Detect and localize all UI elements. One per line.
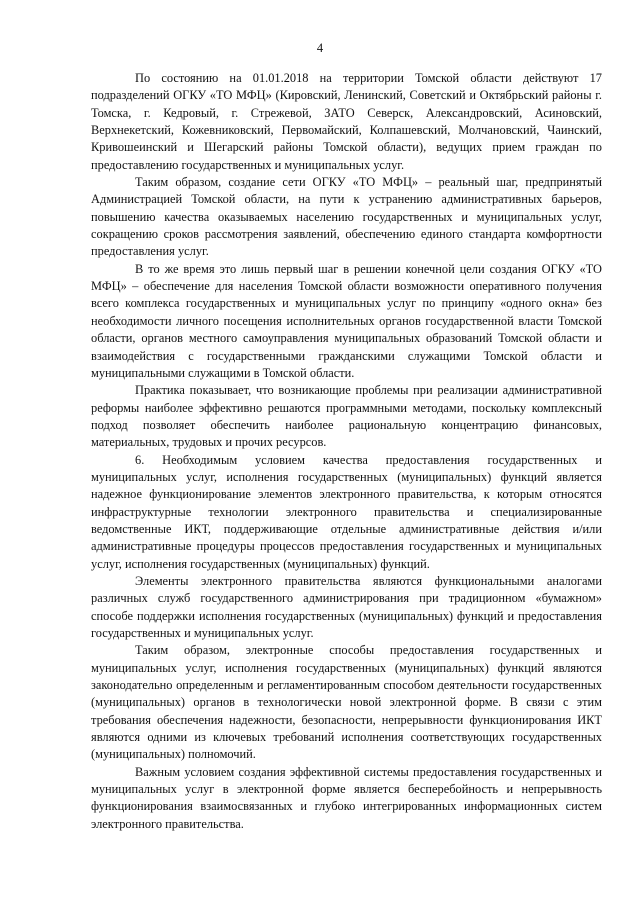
paragraph-mfc-network: Таким образом, создание сети ОГКУ «ТО МФЦ» – реальный шаг, предпринятый Администрацией Томской области, на пути к устранению административных барьеров, повышению качества оказываемых населению государственных и муниципальных услуг, сокращению сроков рассмотрения заявлений, обеспечению единого стандарта комфортности предоставления услуг. [91, 175, 602, 259]
paragraph-e-gov-elements: Элементы электронного правительства являются функциональными аналогами различных служб государственного администрирования при традиционном «бумажном» способе поддержки исполнения государственных (муниципальных) функций и предоставления государственных и муниципальных услуг. [91, 573, 602, 640]
paragraph-item-6: 6. Необходимым условием качества предоставления государственных и муниципальных услуг, исполнения государственных (муниципальных) функций является надежное функционирование элементов электронного правительства, к которым относятся инфраструктурные технологии электронного правительства и специализированные ведомственные ИКТ, поддерживающие отдельные административные действия и/или административные процедуры процессов предоставления государственных и муниципальных услуг, исполнения государственных (муниципальных) функций. [91, 452, 602, 571]
paragraph-electronic-methods: Таким образом, электронные способы предоставления государственных и муниципальных услуг, исполнения государственных (муниципальных) функций являются законодательно определенным и регламентированным способом деятельности государственных (муниципальных) органов в технологически новой электронной форме. В связи с этим требования обеспечения надежности, безопасности, непрерывности функционирования ИКТ являются одними из ключевых требований исполнения соответствующих государственных (муниципальных) полномочий. [91, 643, 602, 762]
paragraph-first-step: В то же время это лишь первый шаг в решении конечной цели создания ОГКУ «ТО МФЦ» – обеспечение для населения Томской области возможности оперативного получения всего комплекса государственных и муниципальных услуг по принципу «одного окна» без необходимости личного посещения исполнительных органов государственной власти Томской области, органов местного самоуправления муниципальных образований Томской области и взаимодействия с государственными гражданскими служащими Томской области и муниципальными служащими в Томской области. [91, 261, 602, 380]
paragraph-important-condition: Важным условием создания эффективной системы предоставления государственных и муниципальных услуг в электронной форме является бесперебойность и непрерывность функционирования взаимосвязанных и глубоко интегрированных информационных систем электронного правительства. [91, 764, 602, 831]
page-number: 4 [316, 41, 324, 55]
paragraph-practice: Практика показывает, что возникающие проблемы при реализации административной реформы наиболее эффективно решаются программными методами, поскольку комплексный подход позволяет обеспечить наиболее рациональную концентрацию финансовых, материальных, трудовых и прочих ресурсов. [91, 383, 602, 450]
paragraph-mfc-divisions: По состоянию на 01.01.2018 на территории Томской области действуют 17 подразделений ОГКУ «ТО МФЦ» (Кировский, Ленинский, Советский и Октябрьский районы г. Томска, г. Кедровый, г. Стрежевой, ЗАТО Северск, Александровский, Асиновский, Верхнекетский, Кожевниковский, Первомайский, Колпашевский, Молчановский, Чаинский, Кривошеинский и Шегарский районы Томской области), ведущих прием граждан по предоставлению государственных и муниципальных услуг. [91, 71, 602, 172]
document-body [91, 70, 602, 833]
